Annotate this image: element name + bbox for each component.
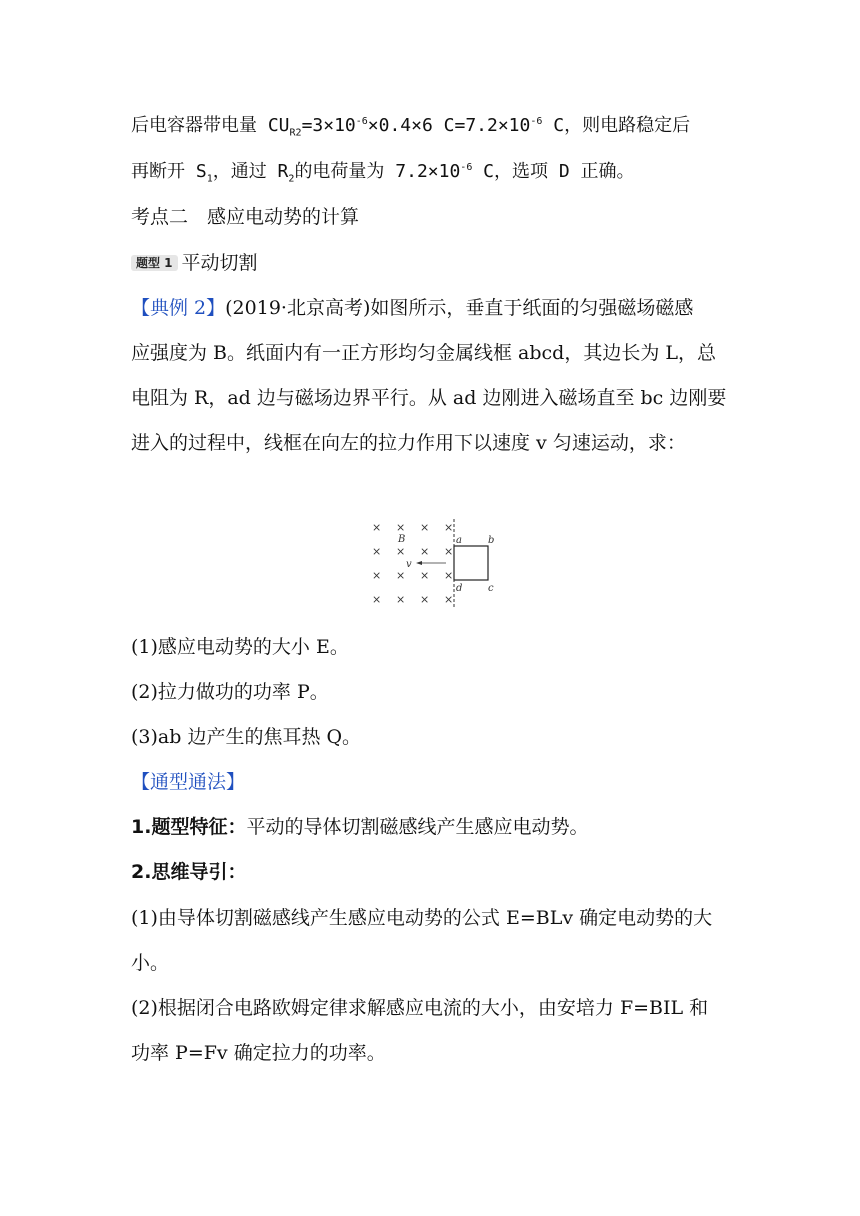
cross-mark: × (396, 521, 406, 534)
subscript: 2 (288, 173, 295, 185)
method-step-2-line-2: 功率 P=Fv 确定拉力的功率。 (131, 1042, 386, 1064)
superscript: -6 (460, 162, 473, 173)
subscript: 1 (206, 173, 213, 185)
question-2: (2)拉力做功的功率 P。 (131, 681, 329, 703)
text-run: 后电容器带电量 CU (131, 115, 290, 136)
text-run: (2019·北京高考)如图所示，垂直于纸面的匀强磁场磁感 (225, 297, 694, 319)
point-1-text: 平动的导体切割磁感线产生感应电动势。 (246, 816, 589, 838)
corner-label-b: b (488, 535, 495, 546)
section-title: 考点二 感应电动势的计算 (131, 206, 360, 228)
cross-mark: × (396, 545, 406, 558)
corner-label-a: a (456, 535, 462, 546)
paragraph-line-2 (131, 160, 635, 184)
cross-mark: × (396, 569, 406, 582)
cross-mark: × (372, 593, 382, 606)
superscript: -6 (355, 116, 368, 127)
text-run: =3×10 (301, 115, 356, 136)
field-label-b: B (398, 534, 406, 545)
field-crosses (372, 521, 453, 606)
method-point-1 (131, 815, 588, 839)
example-line-1 (131, 296, 693, 320)
method-step-1-line-2: 小。 (131, 952, 170, 974)
question-3: (3)ab 边产生的焦耳热 Q。 (131, 726, 362, 748)
type-tag-badge: 题型 1 (131, 255, 178, 271)
example-label: 【典例 2】 (131, 297, 226, 319)
cross-mark: × (396, 593, 406, 606)
cross-mark: × (420, 569, 430, 582)
square-wire-frame (454, 546, 488, 580)
cross-mark: × (420, 521, 430, 534)
cross-mark: × (444, 545, 454, 558)
cross-mark: × (372, 521, 382, 534)
superscript: -6 (530, 116, 543, 127)
example-line-4: 进入的过程中，线框在向左的拉力作用下以速度 v 匀速运动，求： (131, 432, 686, 454)
cross-mark: × (420, 593, 430, 606)
method-point-2-label: 2.思维导引： (131, 861, 247, 883)
method-step-2-line-1: (2)根据闭合电路欧姆定律求解感应电流的大小，由安培力 F=BIL 和 (131, 997, 709, 1019)
cross-mark: × (420, 545, 430, 558)
text-run: C，则电路稳定后 (542, 115, 691, 136)
type-heading (131, 251, 258, 275)
corner-label-d: d (456, 583, 463, 594)
text-run: ，通过 R (212, 161, 289, 182)
cross-mark: × (444, 521, 454, 534)
text-run: C，选项 D 正确。 (472, 161, 635, 182)
method-step-1-line-1: (1)由导体切割磁感线产生感应电动势的公式 E=BLv 确定电动势的大 (131, 907, 713, 929)
example-line-3: 电阻为 R，ad 边与磁场边界平行。从 ad 边刚进入磁场直至 bc 边刚要 (131, 387, 727, 409)
velocity-label: v (406, 559, 412, 570)
magnetic-field-figure (360, 515, 510, 611)
corner-label-c: c (488, 583, 494, 594)
subscript: R2 (289, 127, 302, 139)
example-line-2: 应强度为 B。纸面内有一正方形均匀金属线框 abcd，其边长为 L，总 (131, 342, 716, 364)
cross-mark: × (372, 545, 382, 558)
text-run: 的电荷量为 7.2×10 (294, 161, 461, 182)
type-title: 平动切割 (181, 252, 258, 274)
velocity-arrow-head (416, 561, 422, 565)
text-run: ×0.4×6 C=7.2×10 (367, 115, 531, 136)
text-run: 再断开 S (131, 161, 207, 182)
cross-mark: × (444, 569, 454, 582)
method-label: 【通型通法】 (131, 771, 246, 793)
question-1: (1)感应电动势的大小 E。 (131, 636, 349, 658)
point-1-label: 1.题型特征： (131, 816, 247, 838)
cross-mark: × (372, 569, 382, 582)
cross-mark: × (444, 593, 454, 606)
paragraph-line-1 (131, 114, 690, 138)
